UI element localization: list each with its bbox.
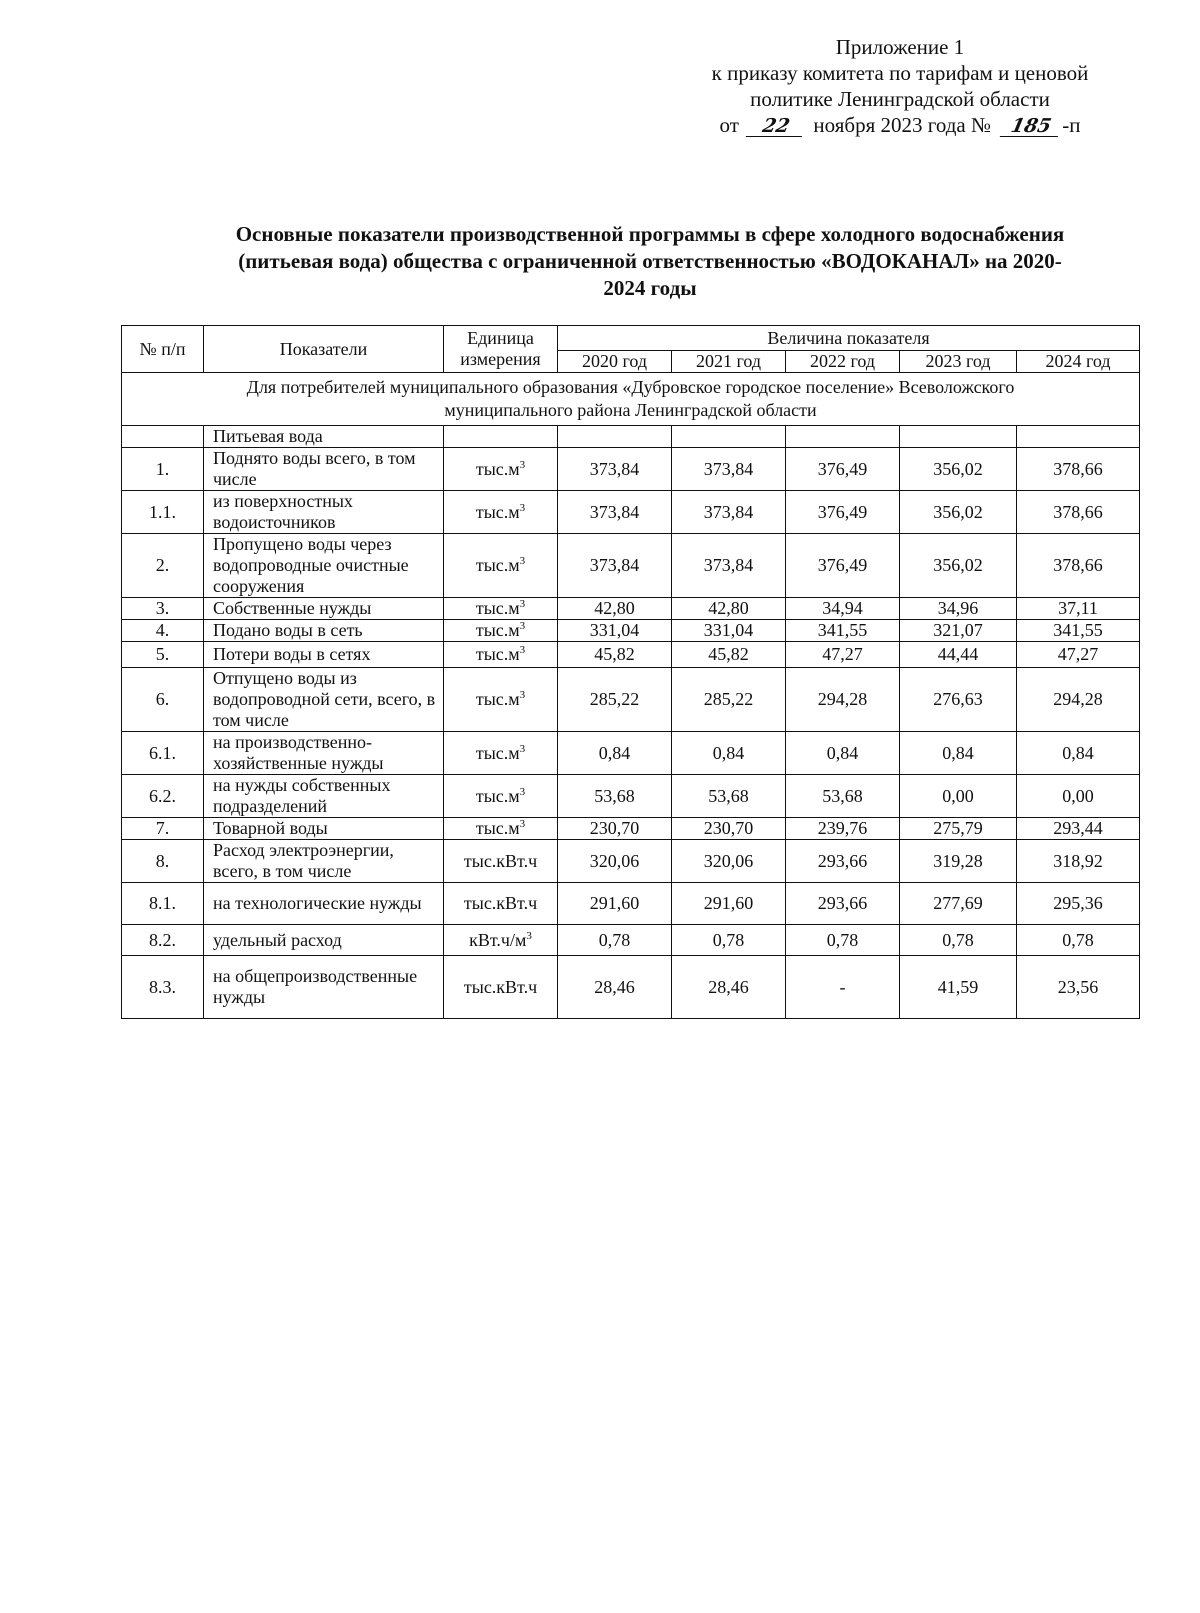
section-empty-cell xyxy=(672,426,786,448)
row-value: 373,84 xyxy=(558,448,672,491)
row-unit xyxy=(444,818,558,840)
row-unit xyxy=(444,620,558,642)
annex-line-1: Приложение 1 xyxy=(835,35,965,59)
row-indicator: Поднято воды всего, в том числе xyxy=(204,448,444,491)
row-value: 356,02 xyxy=(900,448,1017,491)
unit-text: тыс.м xyxy=(475,742,520,763)
table-row xyxy=(122,598,1140,620)
row-value: 373,84 xyxy=(672,491,786,534)
handwritten-order-number: 185 xyxy=(1000,116,1062,137)
row-value: 376,49 xyxy=(786,448,900,491)
row-value: 41,59 xyxy=(900,956,1017,1019)
row-value: 276,63 xyxy=(900,668,1017,732)
row-value: 0,78 xyxy=(558,925,672,956)
table-row xyxy=(122,925,1140,956)
row-value: 275,79 xyxy=(900,818,1017,840)
table-row xyxy=(122,642,1140,668)
title-line-3: 2024 годы xyxy=(603,276,697,300)
unit-superscript: 3 xyxy=(519,689,526,701)
section-num-cell xyxy=(122,426,204,448)
unit-text: тыс.м xyxy=(475,620,520,640)
table-body xyxy=(122,373,1140,1019)
row-value: 319,28 xyxy=(900,840,1017,883)
row-indicator: на нужды собственных подразделений xyxy=(204,775,444,818)
group-line-1: Для потребителей муниципального образования «Дубровское городское поселение» Всеволожского xyxy=(246,377,1015,397)
row-indicator: на производственно-хозяйственные нужды xyxy=(204,732,444,775)
unit-superscript: 3 xyxy=(526,929,532,942)
row-unit xyxy=(444,598,558,620)
title-line-2: (питьевая вода) общества с ограниченной ответственностью «ВОДОКАНАЛ» на 2020- xyxy=(238,249,1062,273)
row-value: 331,04 xyxy=(558,620,672,642)
row-unit xyxy=(444,956,558,1019)
unit-text: тыс.м xyxy=(475,598,520,618)
row-value: 294,28 xyxy=(786,668,900,732)
row-indicator: Товарной воды xyxy=(204,818,444,840)
row-value: 376,49 xyxy=(786,534,900,598)
unit-text: тыс.м xyxy=(475,689,520,709)
row-value: 341,55 xyxy=(786,620,900,642)
row-value: 373,84 xyxy=(558,491,672,534)
row-value: 0,78 xyxy=(900,925,1017,956)
section-label: Питьевая вода xyxy=(204,426,444,448)
table-row xyxy=(122,956,1140,1019)
row-value: 45,82 xyxy=(558,642,672,668)
row-indicator: из поверхностных водоисточников xyxy=(204,491,444,534)
unit-superscript: 3 xyxy=(519,818,526,830)
header-year: 2022 год xyxy=(786,351,900,373)
row-value: 0,78 xyxy=(786,925,900,956)
header-year: 2024 год xyxy=(1017,351,1140,373)
row-value: 0,00 xyxy=(900,775,1017,818)
unit-text: тыс.кВт.ч xyxy=(463,893,538,913)
row-value: 378,66 xyxy=(1017,534,1140,598)
header-year: 2023 год xyxy=(900,351,1017,373)
row-value: 378,66 xyxy=(1017,448,1140,491)
table-row xyxy=(122,491,1140,534)
row-value: 0,84 xyxy=(786,732,900,775)
row-value: 318,92 xyxy=(1017,840,1140,883)
unit-superscript: 3 xyxy=(519,555,526,567)
unit-text: тыс.кВт.ч xyxy=(463,976,538,997)
unit-text: тыс.м xyxy=(475,818,520,838)
annex-header xyxy=(660,34,1140,138)
header-year: 2021 год xyxy=(672,351,786,373)
header-indicator: Показатели xyxy=(204,326,444,373)
date-prefix: от xyxy=(719,113,739,137)
section-empty-cell xyxy=(900,426,1017,448)
date-rest: ноября 2023 года № xyxy=(813,113,992,137)
table-row xyxy=(122,840,1140,883)
header-unit xyxy=(444,326,558,373)
row-value: 44,44 xyxy=(900,642,1017,668)
row-value: 28,46 xyxy=(558,956,672,1019)
unit-superscript: 3 xyxy=(519,620,526,632)
section-unit-cell xyxy=(444,426,558,448)
unit-superscript: 3 xyxy=(519,458,526,471)
row-value: 0,00 xyxy=(1017,775,1140,818)
unit-superscript: 3 xyxy=(519,501,526,514)
row-number: 6. xyxy=(122,668,204,732)
title-line-1: Основные показатели производственной программы в сфере холодного водоснабжения xyxy=(235,222,1065,246)
header-unit-line-2: измерения xyxy=(460,349,541,369)
row-value: 0,84 xyxy=(900,732,1017,775)
row-value: 0,78 xyxy=(672,925,786,956)
row-value: 320,06 xyxy=(558,840,672,883)
row-value: 34,94 xyxy=(786,598,900,620)
table-row xyxy=(122,732,1140,775)
row-value: 293,66 xyxy=(786,840,900,883)
row-indicator: Собственные нужды xyxy=(204,598,444,620)
row-value: 378,66 xyxy=(1017,491,1140,534)
row-value: 53,68 xyxy=(786,775,900,818)
row-value: 53,68 xyxy=(558,775,672,818)
row-value: 42,80 xyxy=(558,598,672,620)
order-suffix: -п xyxy=(1062,113,1081,137)
unit-text: тыс.м xyxy=(475,458,520,479)
row-unit xyxy=(444,448,558,491)
row-indicator: на технологические нужды xyxy=(204,883,444,925)
indicators-table xyxy=(121,325,1140,1019)
document-title xyxy=(150,221,1150,302)
row-value: 239,76 xyxy=(786,818,900,840)
row-value: 294,28 xyxy=(1017,668,1140,732)
row-value: 356,02 xyxy=(900,534,1017,598)
row-unit xyxy=(444,668,558,732)
header-unit-line-1: Единица xyxy=(467,328,534,348)
table-row xyxy=(122,448,1140,491)
row-value: 291,60 xyxy=(558,883,672,925)
row-number: 1. xyxy=(122,448,204,491)
row-value: 277,69 xyxy=(900,883,1017,925)
row-indicator: Подано воды в сеть xyxy=(204,620,444,642)
row-value: 230,70 xyxy=(558,818,672,840)
row-number: 8.3. xyxy=(122,956,204,1019)
row-value: 331,04 xyxy=(672,620,786,642)
row-number: 8. xyxy=(122,840,204,883)
unit-superscript: 3 xyxy=(519,644,526,656)
row-value: 373,84 xyxy=(672,534,786,598)
row-unit xyxy=(444,775,558,818)
row-indicator: удельный расход xyxy=(204,925,444,956)
row-indicator: Расход электроэнергии, всего, в том числе xyxy=(204,840,444,883)
table-row xyxy=(122,668,1140,732)
unit-text: тыс.м xyxy=(475,644,520,664)
section-row xyxy=(122,426,1140,448)
row-value: - xyxy=(786,956,900,1019)
row-value: 37,11 xyxy=(1017,598,1140,620)
header-num: № п/п xyxy=(122,326,204,373)
section-empty-cell xyxy=(786,426,900,448)
group-cell xyxy=(122,373,1140,426)
row-number: 1.1. xyxy=(122,491,204,534)
row-value: 230,70 xyxy=(672,818,786,840)
row-value: 45,82 xyxy=(672,642,786,668)
row-number: 8.2. xyxy=(122,925,204,956)
table-row xyxy=(122,534,1140,598)
row-unit xyxy=(444,732,558,775)
header-year: 2020 год xyxy=(558,351,672,373)
handwritten-day: 22 xyxy=(746,116,806,137)
row-value: 373,84 xyxy=(558,534,672,598)
table-row xyxy=(122,818,1140,840)
row-value: 34,96 xyxy=(900,598,1017,620)
row-value: 356,02 xyxy=(900,491,1017,534)
row-value: 320,06 xyxy=(672,840,786,883)
section-empty-cell xyxy=(1017,426,1140,448)
annex-line-3: политике Ленинградской области xyxy=(750,87,1050,111)
row-unit xyxy=(444,642,558,668)
row-value: 285,22 xyxy=(558,668,672,732)
row-value: 28,46 xyxy=(672,956,786,1019)
row-value: 376,49 xyxy=(786,491,900,534)
unit-text: тыс.м xyxy=(475,785,520,806)
header-row-1 xyxy=(122,326,1140,351)
row-value: 0,84 xyxy=(1017,732,1140,775)
row-value: 341,55 xyxy=(1017,620,1140,642)
group-row xyxy=(122,373,1140,426)
row-unit xyxy=(444,883,558,925)
row-value: 321,07 xyxy=(900,620,1017,642)
unit-text: тыс.м xyxy=(475,555,520,575)
row-value: 373,84 xyxy=(672,448,786,491)
row-number: 7. xyxy=(122,818,204,840)
row-unit xyxy=(444,840,558,883)
unit-text: тыс.кВт.ч xyxy=(463,850,538,871)
row-value: 53,68 xyxy=(672,775,786,818)
row-number: 3. xyxy=(122,598,204,620)
row-indicator: Потери воды в сетях xyxy=(204,642,444,668)
table-row xyxy=(122,775,1140,818)
row-value: 285,22 xyxy=(672,668,786,732)
annex-date-line xyxy=(660,112,1140,138)
row-value: 0,84 xyxy=(672,732,786,775)
row-number: 8.1. xyxy=(122,883,204,925)
row-value: 42,80 xyxy=(672,598,786,620)
row-unit xyxy=(444,925,558,956)
row-value: 293,44 xyxy=(1017,818,1140,840)
section-empty-cell xyxy=(558,426,672,448)
row-unit xyxy=(444,491,558,534)
annex-line-2: к приказу комитета по тарифам и ценовой xyxy=(711,61,1089,85)
row-number: 5. xyxy=(122,642,204,668)
row-value: 295,36 xyxy=(1017,883,1140,925)
row-indicator: Пропущено воды через водопроводные очистные сооружения xyxy=(204,534,444,598)
row-indicator: Отпущено воды из водопроводной сети, всего, в том числе xyxy=(204,668,444,732)
unit-text: тыс.м xyxy=(475,501,520,522)
unit-superscript: 3 xyxy=(519,785,526,798)
row-value: 47,27 xyxy=(786,642,900,668)
group-line-2: муниципального района Ленинградской области xyxy=(444,400,817,420)
row-number: 6.2. xyxy=(122,775,204,818)
row-value: 0,84 xyxy=(558,732,672,775)
row-value: 291,60 xyxy=(672,883,786,925)
unit-superscript: 3 xyxy=(519,598,526,610)
header-value: Величина показателя xyxy=(558,326,1140,351)
row-number: 4. xyxy=(122,620,204,642)
row-number: 2. xyxy=(122,534,204,598)
table-row xyxy=(122,883,1140,925)
unit-superscript: 3 xyxy=(519,742,526,755)
row-value: 293,66 xyxy=(786,883,900,925)
row-indicator: на общепроизводственные нужды xyxy=(204,956,444,1019)
row-value: 0,78 xyxy=(1017,925,1140,956)
unit-text: кВт.ч/м xyxy=(469,929,527,950)
table-row xyxy=(122,620,1140,642)
row-unit xyxy=(444,534,558,598)
row-value: 23,56 xyxy=(1017,956,1140,1019)
row-value: 47,27 xyxy=(1017,642,1140,668)
row-number: 6.1. xyxy=(122,732,204,775)
